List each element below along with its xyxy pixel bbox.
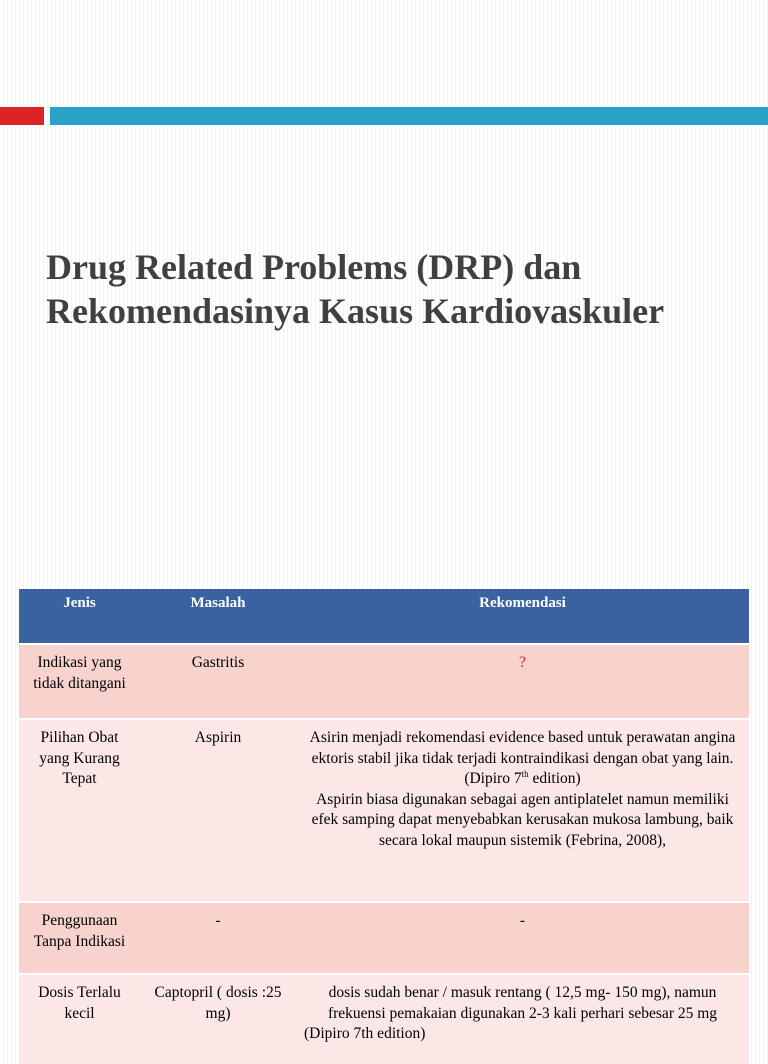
cell-masalah: Captopril ( dosis :25 mg) <box>140 974 296 1064</box>
cell-jenis: Dosis Terlalu kecil <box>19 974 140 1064</box>
accent-bar-blue <box>50 107 768 125</box>
rekomendasi-superscript: th <box>521 768 529 779</box>
cell-masalah: - <box>140 902 296 974</box>
rekomendasi-text-a-end: edition) <box>528 770 581 787</box>
header-rekomendasi: Rekomendasi <box>296 589 749 644</box>
cell-masalah: Aspirin <box>140 719 296 902</box>
table-row <box>19 902 749 974</box>
rekomendasi-paragraph-1 <box>304 728 741 790</box>
cell-rekomendasi <box>296 719 749 902</box>
cell-rekomendasi: - <box>296 902 749 974</box>
drp-table <box>19 589 749 1064</box>
cell-jenis: Penggunaan Tanpa Indikasi <box>19 902 140 974</box>
rekomendasi-paragraph-2: Aspirin biasa digunakan sebagai agen antiplatelet namun memiliki efek samping dapat menyebabkan kerusakan mukosa lambung, baik secara lokal maupun sistemik (Febrina, 2008), <box>311 790 734 849</box>
cell-jenis: Pilihan Obat yang Kurang Tepat <box>19 719 140 902</box>
cell-rekomendasi: dosis sudah benar / masuk rentang ( 12,5 mg- 150 mg), namun frekuensi pemakaian digunakan 2-3 kali perhari sebesar 25 mg (Dipiro 7th edition) <box>296 974 749 1064</box>
table-row <box>19 719 749 902</box>
table-row <box>19 644 749 719</box>
cell-rekomendasi: ? <box>296 644 749 719</box>
cell-masalah: Gastritis <box>140 644 296 719</box>
table-row <box>19 974 749 1064</box>
slide-title-line-2: Rekomendasinya Kasus Kardiovaskuler <box>46 291 665 331</box>
table-header-row <box>19 589 749 644</box>
accent-bar-red <box>0 107 44 125</box>
cell-jenis: Indikasi yang tidak ditangani <box>19 644 140 719</box>
header-masalah: Masalah <box>140 589 296 644</box>
header-jenis: Jenis <box>19 589 140 644</box>
slide-title <box>46 245 746 333</box>
rekomendasi-text-a: Asirin menjadi rekomendasi evidence based untuk perawatan angina ektoris stabil jika tidak terjadi kontraindikasi dengan obat yang lain. (Dipiro 7 <box>309 729 736 787</box>
slide-title-line-1: Drug Related Problems (DRP) dan <box>46 247 582 287</box>
